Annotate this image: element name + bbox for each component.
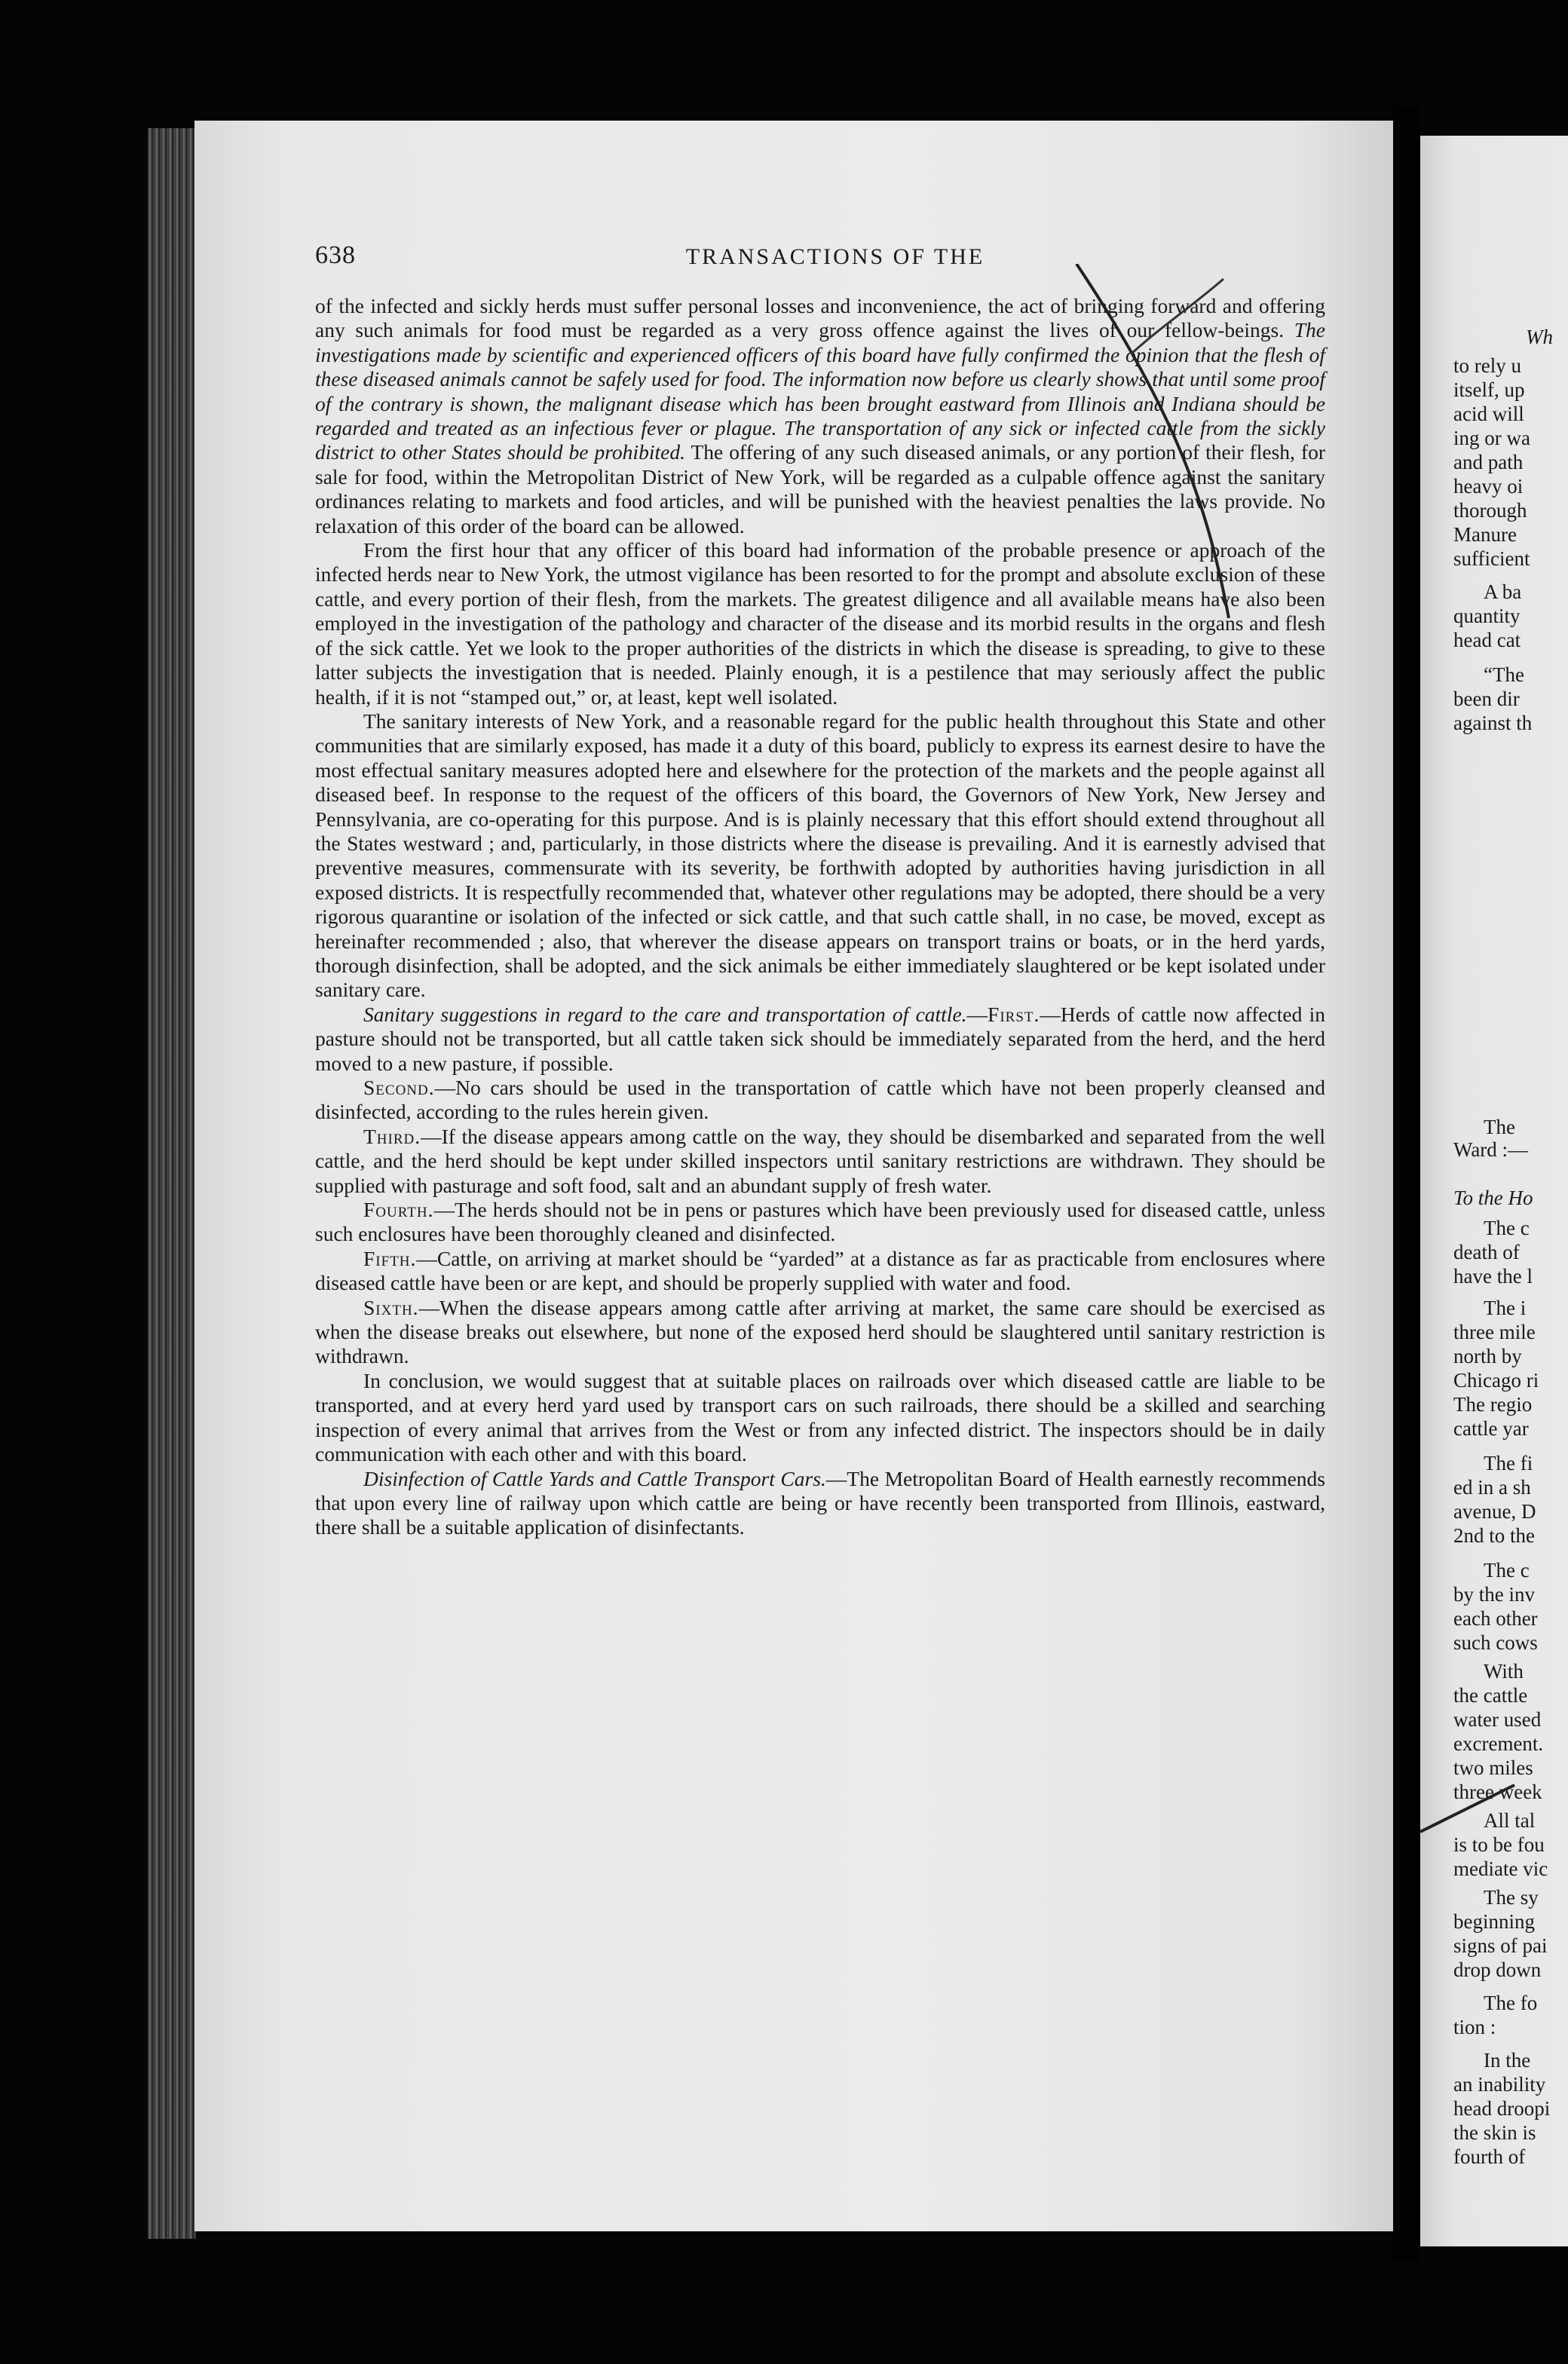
left-page	[194, 121, 1393, 2231]
paragraph-text: The sanitary interests of New York, and a reasonable regard for the public health throughout this State and other communities that are similarly exposed, has made it a duty of this board, publicly to express its earnest desire to have the most effectual sanitary measures adopted here and elsewhere for the protection of the markets and the people against all diseased beef. In response to the request of the officers of this board, the Governors of New York, New Jersey and Pennsylvania, are co-operating for this purpose. And is is plainly necessary that this effort should extend throughout all the States westward ; and, particularly, in those districts where the disease is prevailing. And it is earnestly advised that preventive measures, commensurate with its severity, be forthwith adopted by authorities having jurisdiction in all exposed districts. It is respectfully recommended that, whatever other regulations may be adopted, there should be a very rigorous quarantine or isolation of the infected or sick cattle, and that such cattle shall, in no case, be moved, except as hereinafter recommended ; also, that wherever the disease appears on transport trains or boats, or in the herd yards, thorough disinfection, shall be adopted, and the sick animals be either immediately slaughtered or be kept isolated under sanitary care.	[315, 709, 1325, 1002]
right-page-line: A ba	[1484, 580, 1522, 603]
section-heading: Second.	[363, 1076, 435, 1099]
right-page-line: by the inv	[1453, 1583, 1535, 1606]
right-page-line: been dir	[1453, 687, 1520, 710]
right-page-line: Chicago ri	[1453, 1369, 1539, 1392]
right-page-line: Manure	[1453, 523, 1517, 546]
section-heading: Third.	[363, 1124, 421, 1148]
right-page-line: The fo	[1484, 1992, 1538, 2014]
paragraph	[315, 538, 1325, 709]
right-page-line: head cat	[1453, 629, 1521, 651]
right-page-line: All tal	[1484, 1809, 1536, 1832]
right-page-line: and path	[1453, 451, 1524, 473]
book-page-edges	[148, 128, 196, 2239]
right-page-line: thorough	[1453, 499, 1527, 522]
section-heading: Sixth.	[363, 1295, 419, 1319]
paragraph	[315, 709, 1325, 1003]
right-page-line: In the	[1484, 2049, 1531, 2072]
right-page-line: water used	[1453, 1708, 1542, 1731]
paragraph-text: —If the disease appears among cattle on the way, they should be disembarked and separated from the well cattle, and the herd should be kept under skilled inspectors until sanitary restrictions are withdrawn. They should be supplied with pasturage and soft food, salt and an abundant supply of fresh water.	[315, 1124, 1325, 1197]
paragraph-text: —Herds of cattle now affected in pasture should not be transported, but all cattle taken sick should be immediately separated from the herd, and the herd moved to a new pasture, if possible.	[315, 1002, 1325, 1075]
paragraph	[315, 1198, 1325, 1247]
running-head: TRANSACTIONS OF THE	[685, 244, 985, 269]
paragraph	[315, 1076, 1325, 1125]
italic-text: Sanitary suggestions in regard to the care and transportation of cattle.	[363, 1002, 967, 1026]
paragraph-text: —	[966, 1002, 988, 1026]
right-page-line: mediate vic	[1453, 1857, 1548, 1880]
right-page-fragment	[1420, 136, 1568, 2246]
right-page-line: heavy oi	[1453, 475, 1524, 498]
right-page-line: tion :	[1453, 2016, 1496, 2038]
right-page-line: quantity	[1453, 605, 1521, 627]
right-page-line: ed in a sh	[1453, 1476, 1531, 1499]
section-heading: First.	[988, 1002, 1040, 1026]
right-page-line: 2nd to the	[1453, 1524, 1535, 1547]
right-page-line: The regio	[1453, 1393, 1533, 1416]
right-page-line: Ward :—	[1453, 1138, 1529, 1161]
paragraph	[315, 1003, 1325, 1076]
right-page-line: an inability	[1453, 2073, 1546, 2096]
page-number: 638	[315, 241, 356, 269]
paragraph-text: —The Metropolitan Board of Health earnestly recommends that upon every line of railway upon which cattle are being or have recently been transported from Illinois, eastward, there shall be a suitable application of disinfectants.	[315, 1466, 1325, 1539]
page-header	[315, 241, 1386, 286]
section-heading: Fifth.	[363, 1246, 417, 1270]
right-page-line: The sy	[1484, 1886, 1539, 1909]
paragraph-text: —Cattle, on arriving at market should be “yarded” at a distance as far as practicable from enclosures where diseased cattle have been or are kept, and should be properly supplied with water and food.	[315, 1246, 1325, 1295]
right-page-line: avenue, D	[1453, 1500, 1536, 1523]
paragraph-text: In conclusion, we would suggest that at suitable places on railroads over which diseased cattle are liable to be transported, and at every herd yard used by transport cars on such railroads, there should be a skilled and searching inspection of every animal that arrives from the West or from any infected district. The inspectors should be in daily communication with each other and with this board.	[315, 1368, 1325, 1466]
right-page-line: three week	[1453, 1781, 1542, 1803]
right-page-line: The c	[1484, 1217, 1530, 1239]
paragraph	[315, 1467, 1325, 1540]
right-page-line: acid will	[1453, 403, 1524, 425]
right-page-line: The fi	[1484, 1452, 1533, 1474]
right-page-line: have the l	[1453, 1265, 1533, 1288]
right-page-line: two miles	[1453, 1756, 1533, 1779]
right-page-line: north by	[1453, 1345, 1522, 1367]
paragraph	[315, 1247, 1325, 1296]
right-page-line: itself, up	[1453, 378, 1525, 401]
right-page-line: With	[1484, 1660, 1524, 1683]
right-page-line: three mile	[1453, 1321, 1536, 1343]
right-page-line: sufficient	[1453, 547, 1530, 570]
right-page-line: Wh	[1526, 326, 1553, 348]
right-page-line: The i	[1484, 1297, 1527, 1319]
book-gutter	[1393, 106, 1420, 2261]
right-page-line: against th	[1453, 712, 1533, 734]
right-page-line: beginning	[1453, 1910, 1535, 1933]
paragraph	[315, 1125, 1325, 1198]
right-page-line: head droopi	[1453, 2097, 1551, 2120]
right-page-line: fourth of	[1453, 2145, 1526, 2168]
right-page-line: ing or wa	[1453, 427, 1530, 449]
right-page-line: The c	[1484, 1559, 1530, 1582]
paragraph-text: —No cars should be used in the transportation of cattle which have not been properly cleansed and disinfected, according to the rules herein given.	[315, 1076, 1325, 1124]
paragraph-text: The offering of any such diseased animals, or any portion of their flesh, for sale for food, within the Metropolitan District of New York, will be regarded as a culpable offence against the sanitary ordinances relating to markets and food articles, and will be punished with the heaviest penalties the laws provide. No relaxation of this order of the board can be allowed.	[315, 440, 1325, 537]
right-page-line: death of	[1453, 1241, 1520, 1263]
paragraph-text: —The herds should not be in pens or pastures which have been previously used for diseased cattle, unless such enclosures have been thoroughly cleaned and disinfected.	[315, 1198, 1325, 1246]
right-page-line: each other	[1453, 1607, 1538, 1630]
italic-text: The investigations made by scientific and experienced officers of this board have fully confirmed the opinion that the flesh of these diseased animals cannot be safely used for food. The information now before us clearly shows that until some proof of the contrary is shown, the malignant disease which has been brought eastward from Illinois and Indiana should be regarded and treated as an infectious fever or plague. The transportation of any sick or infected cattle from the sickly district to other States should be prohibited.	[315, 318, 1325, 464]
italic-text: Disinfection of Cattle Yards and Cattle Transport Cars.	[363, 1466, 826, 1490]
section-heading: Fourth.	[363, 1198, 434, 1222]
right-page-line: excrement.	[1453, 1732, 1544, 1755]
paragraph-text: of the infected and sickly herds must suffer personal losses and inconvenience, the act of bringing forward and offering any such animals for food must be regarded as a very gross offence against the lives of our fellow-beings.	[315, 294, 1325, 342]
right-page-line: to rely u	[1453, 354, 1521, 377]
right-page-line: signs of pai	[1453, 1934, 1548, 1957]
right-page-line: cattle yar	[1453, 1417, 1529, 1440]
paragraph	[315, 294, 1325, 538]
right-page-line: is to be fou	[1453, 1833, 1545, 1856]
right-page-line: To the Ho	[1453, 1187, 1533, 1209]
right-page-line: The	[1484, 1116, 1515, 1138]
right-page-line: the skin is	[1453, 2121, 1536, 2144]
paragraph	[315, 1369, 1325, 1467]
right-page-line: drop down	[1453, 1958, 1542, 1981]
right-page-line: “The	[1484, 663, 1524, 686]
paragraph-text: —When the disease appears among cattle after arriving at market, the same care should be exercised as when the disease breaks out elsewhere, but none of the exposed herd should be slaughtered until sanitary restriction is withdrawn.	[315, 1295, 1325, 1368]
right-page-line: the cattle	[1453, 1684, 1528, 1707]
body-text	[315, 294, 1325, 1540]
paragraph-text: From the first hour that any officer of this board had information of the probable presence or approach of the infected herds near to New York, the utmost vigilance has been resorted to for the prompt and absolute exclusion of these cattle, and every portion of their flesh, from the markets. The greatest diligence and all available means have also been employed in the investigation of the pathology and character of the disease and its morbid results in the organs and flesh of the sick cattle. Yet we look to the proper authorities of the districts in which the disease is spreading, to give to these latter subjects the investigation that is needed. Plainly enough, it is a pestilence that may seriously affect the public health, if it is not “stamped out,” or, at least, kept well isolated.	[315, 538, 1325, 709]
paragraph	[315, 1296, 1325, 1369]
right-page-line: such cows	[1453, 1631, 1538, 1654]
